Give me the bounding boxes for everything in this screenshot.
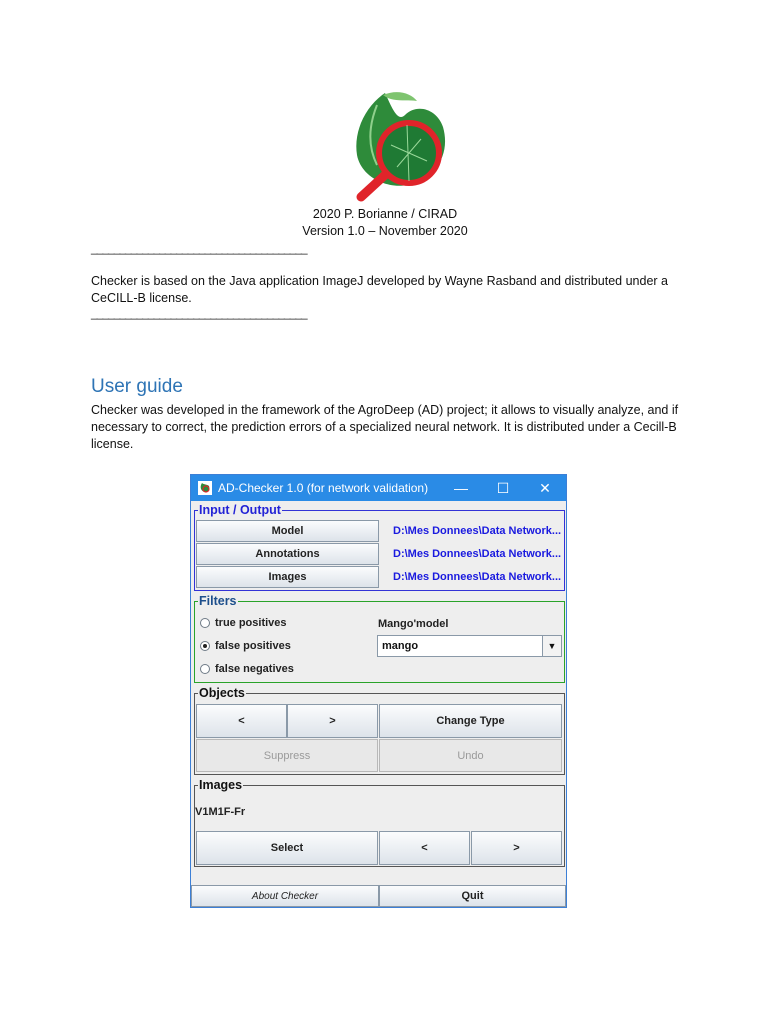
- model-select-value: mango: [382, 640, 419, 652]
- user-guide-heading: User guide: [91, 376, 183, 397]
- chevron-down-icon[interactable]: ▼: [542, 636, 561, 656]
- objects-legend: Objects: [199, 686, 245, 700]
- images-prev-button[interactable]: <: [379, 831, 470, 865]
- io-legend: Input / Output: [199, 503, 281, 517]
- annotations-button[interactable]: Annotations: [196, 543, 379, 565]
- radio-false-positives[interactable]: [200, 641, 210, 651]
- suppress-button[interactable]: Suppress: [196, 739, 378, 772]
- separator-line-2: ______________________________________: [91, 306, 307, 320]
- model-label: Mango'model: [378, 618, 449, 630]
- filters-legend: Filters: [199, 594, 237, 608]
- window-title: AD-Checker 1.0 (for network validation): [218, 481, 429, 495]
- undo-button[interactable]: Undo: [379, 739, 562, 772]
- model-path: D:\Mes Donnees\Data Network...: [393, 525, 562, 537]
- radio-label-false-positives: false positives: [215, 640, 291, 652]
- intro-paragraph: Checker was developed in the framework of the AgroDeep (AD) project; it allows to visually analyze, and if necessary to correct, the prediction errors of a specialized neural network. It is distributed under a Cecill-B license.: [91, 403, 679, 451]
- model-select[interactable]: [377, 635, 562, 657]
- app-icon: [198, 481, 212, 495]
- images-path: D:\Mes Donnees\Data Network...: [393, 571, 562, 583]
- select-image-button[interactable]: Select: [196, 831, 378, 865]
- quit-button[interactable]: Quit: [379, 885, 566, 907]
- objects-next-button[interactable]: >: [287, 704, 378, 738]
- images-legend: Images: [199, 778, 243, 792]
- annotations-path: D:\Mes Donnees\Data Network...: [393, 548, 562, 560]
- objects-prev-button[interactable]: <: [196, 704, 287, 738]
- app-window: [190, 474, 567, 908]
- change-type-button[interactable]: Change Type: [379, 704, 562, 738]
- about-checker-button[interactable]: About Checker: [191, 885, 379, 907]
- images-button[interactable]: Images: [196, 566, 379, 588]
- radio-label-true-positives: true positives: [215, 617, 287, 629]
- separator-line: ______________________________________: [91, 241, 307, 255]
- radio-true-positives[interactable]: [200, 618, 210, 628]
- images-next-button[interactable]: >: [471, 831, 562, 865]
- based-on-paragraph: Checker is based on the Java application ImageJ developed by Wayne Rasband and distributed under a CeCILL-B license.: [91, 274, 668, 305]
- current-image-label: V1M1F-Fr: [195, 806, 246, 818]
- checker-logo: [347, 85, 457, 205]
- minimize-button[interactable]: —: [454, 480, 468, 496]
- close-button[interactable]: ✕: [539, 479, 551, 496]
- model-button[interactable]: Model: [196, 520, 379, 542]
- version-line: Version 1.0 – November 2020: [302, 224, 468, 238]
- radio-label-false-negatives: false negatives: [215, 663, 294, 675]
- maximize-button[interactable]: ☐: [496, 479, 510, 496]
- window-titlebar: [191, 475, 566, 501]
- credit-line: 2020 P. Borianne / CIRAD: [312, 207, 458, 221]
- radio-false-negatives[interactable]: [200, 664, 210, 674]
